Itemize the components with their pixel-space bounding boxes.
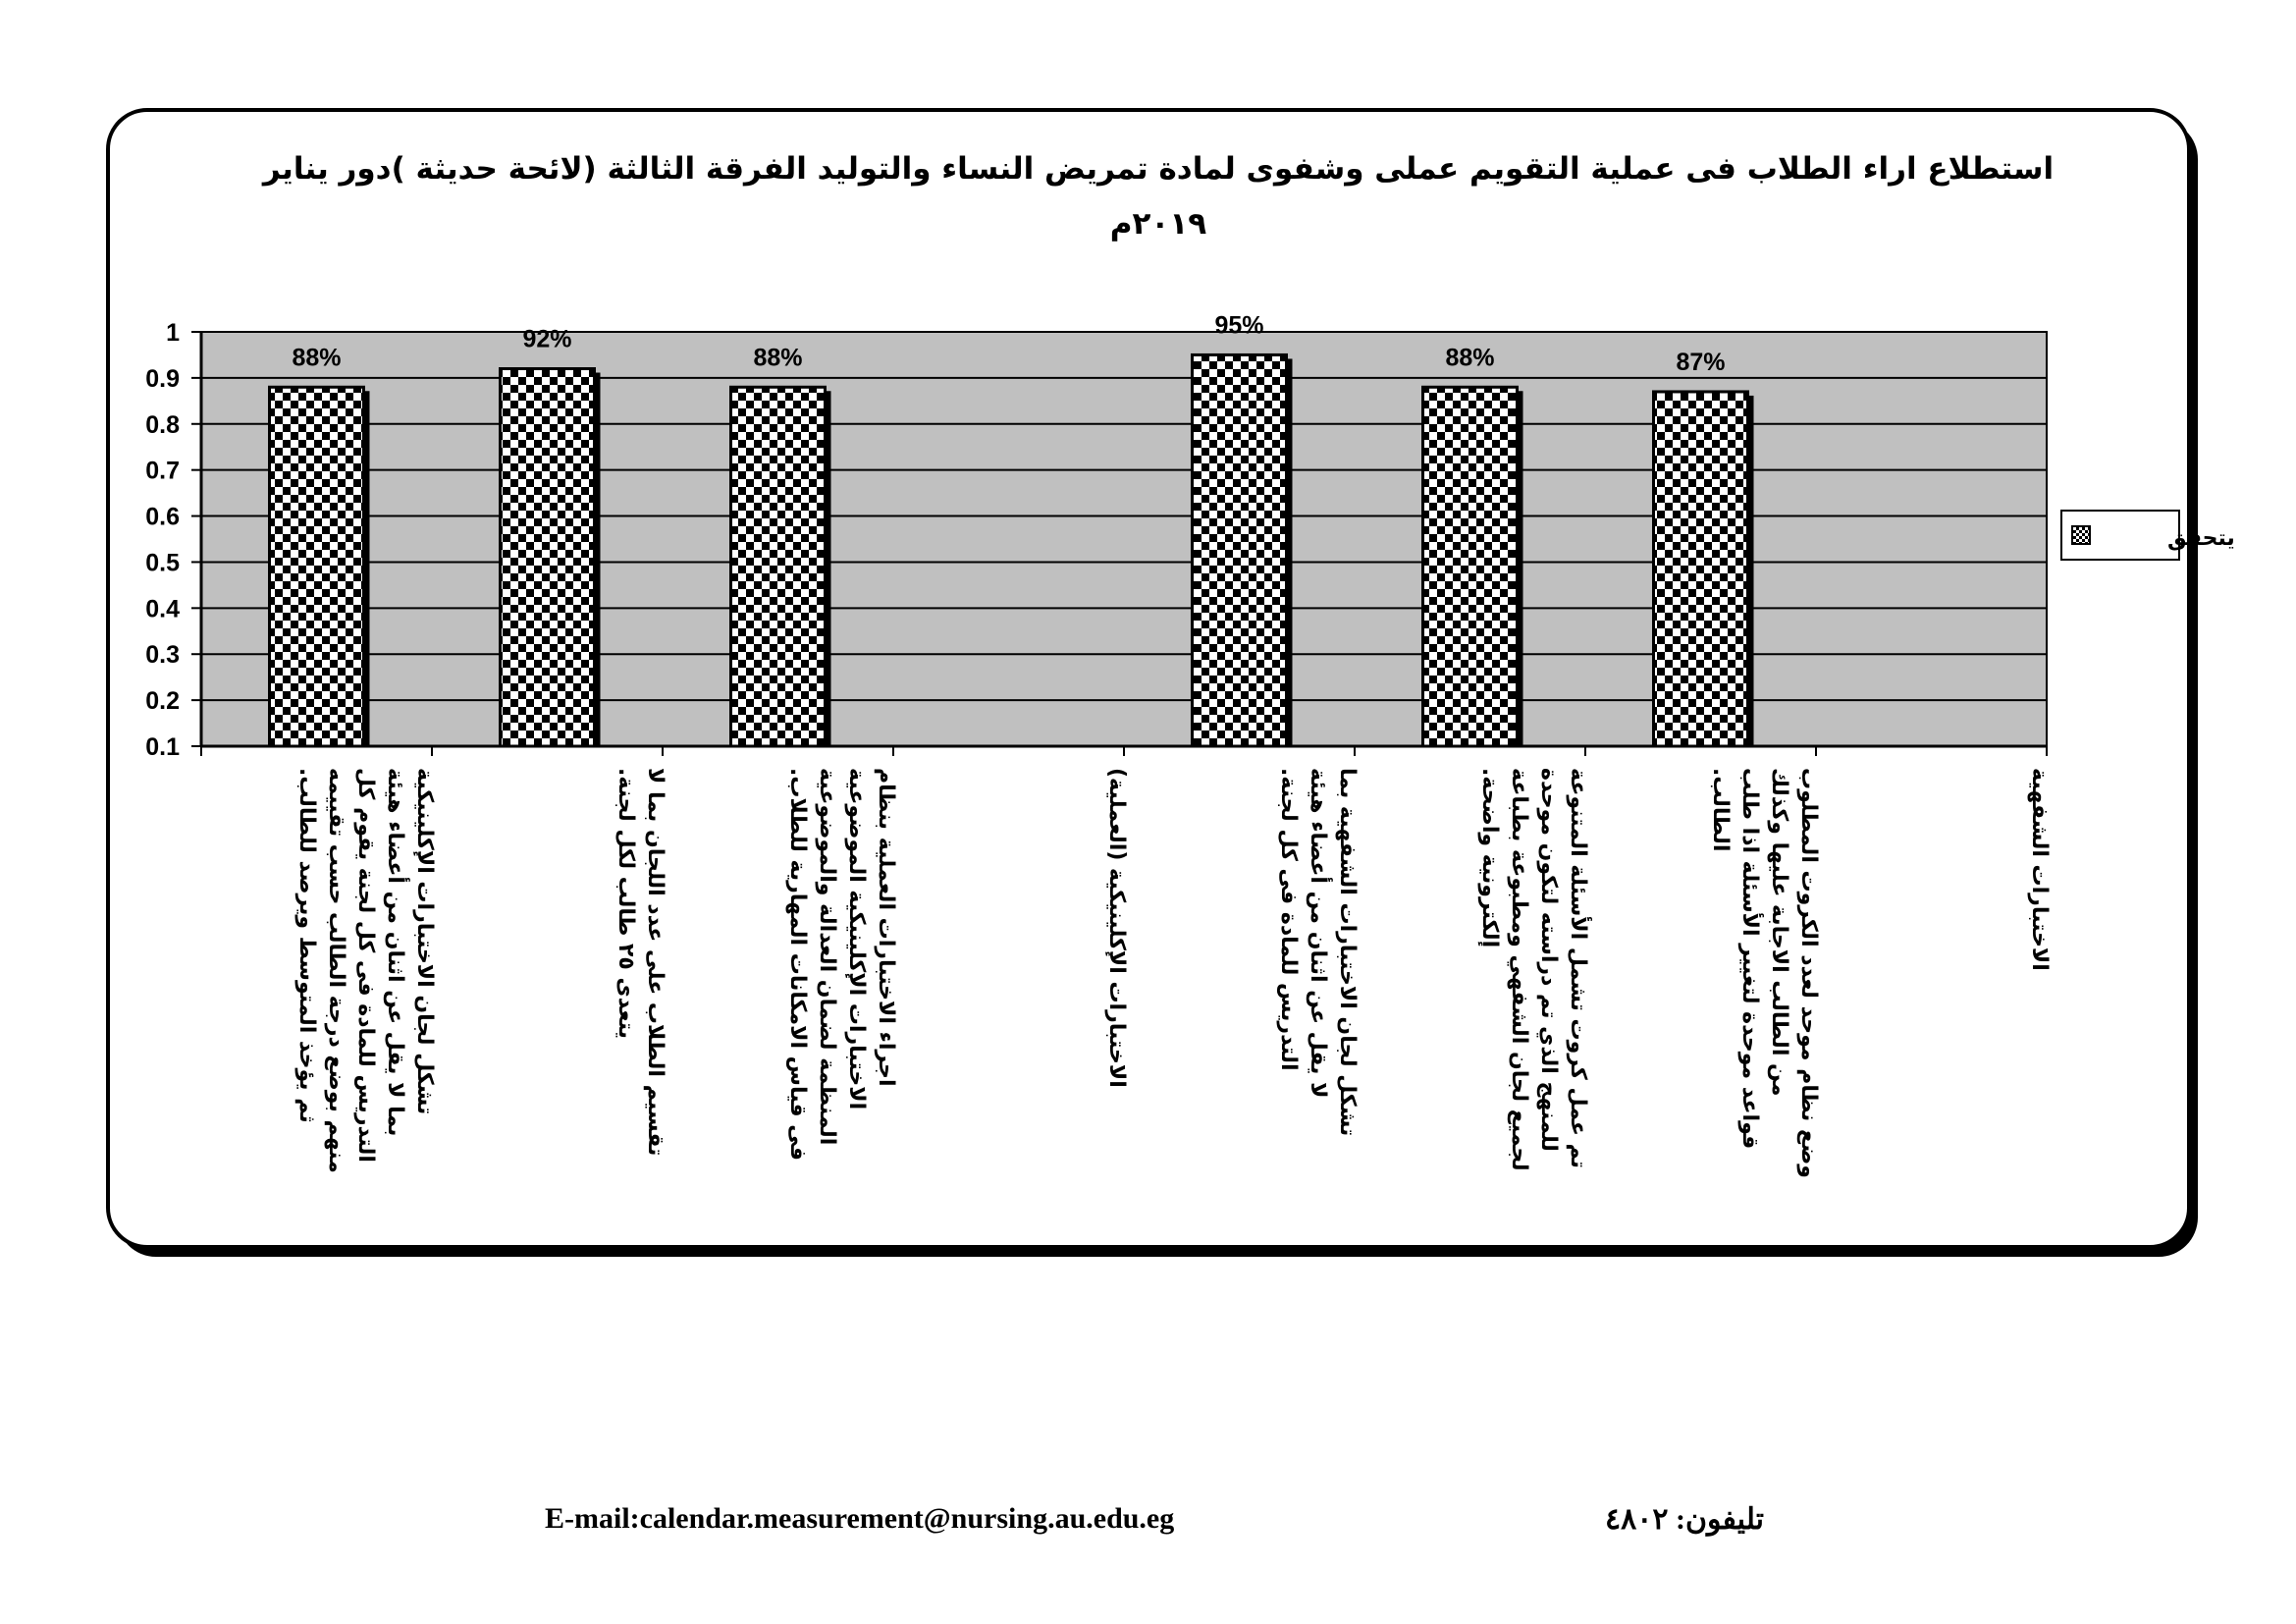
- category-label-line: وضع نظام موحد لعدد الكروت المطلوب: [1796, 768, 1821, 1178]
- bar: [270, 387, 364, 746]
- y-tick-label: 0.3: [145, 641, 180, 670]
- category-label-line: الاختبارات الشفهية: [2027, 768, 2052, 971]
- category-label-line: ثم يؤخذ المتوسط ويرصد للطالب.: [294, 768, 319, 1123]
- bar: [731, 387, 826, 746]
- category-label-line: الطالب.: [1708, 768, 1733, 852]
- y-tick-label: 0.4: [145, 595, 180, 623]
- y-tick-label: 0.9: [145, 364, 180, 393]
- bar: [1423, 387, 1518, 746]
- bar: [501, 369, 595, 746]
- y-tick-label: 0.5: [145, 549, 180, 577]
- legend-label: يتحقق: [2167, 526, 2235, 551]
- category-label-line: لا يقل عن اثنان من أعضاء هيئة: [1306, 768, 1330, 1099]
- y-tick-label: 0.2: [145, 687, 180, 716]
- plot-area: [201, 332, 2047, 746]
- category-label-line: فى قياس الامكانات المهارية للطلاب.: [785, 768, 810, 1161]
- category-label-line: إلكترونية واضحة.: [1477, 768, 1502, 948]
- y-tick-label: 0.1: [145, 733, 180, 761]
- data-label: 95%: [1214, 311, 1264, 340]
- category-label-line: من الطالب الاجابة عليها وكذلك: [1767, 768, 1791, 1097]
- category-label-line: تم عمل كروت تشمل الأسئلة المتنوعة: [1566, 768, 1590, 1169]
- category-label: [1104, 768, 1129, 1088]
- category-label-line: التدريس للمادة فى كل لجنة.: [1276, 768, 1301, 1071]
- category-label-line: اجراء الاختبارات العملية بنظام: [874, 768, 898, 1087]
- bar: [1193, 354, 1287, 746]
- footer-phone: تليفون: ٤٨٠٢: [1605, 1503, 1764, 1536]
- y-tick-label: 0.6: [145, 503, 180, 531]
- chart-title-line2: ٢٠١٩م: [1109, 206, 1207, 242]
- y-tick-label: 0.8: [145, 410, 180, 439]
- category-label-line: الاختبارات الإكلينيكية الموضوعية: [844, 768, 869, 1110]
- category-label-line: المنظمة لضمان العدالة والموضوعية: [815, 768, 839, 1146]
- y-tick-label: 0.7: [145, 457, 180, 485]
- legend: [2061, 511, 2235, 560]
- category-label-line: يتعدى ٢٥ طالب لكل لجنة.: [614, 768, 638, 1040]
- category-label-line: تقسيم الطلاب على عدد اللجان بما لا: [643, 768, 667, 1157]
- category-label-line: لجميع لجان الشفهي ومطبوعة بطباعة: [1507, 768, 1531, 1171]
- bar: [1654, 392, 1748, 746]
- data-label: 88%: [292, 344, 342, 372]
- category-label: [2027, 768, 2052, 971]
- data-label: 87%: [1676, 348, 1726, 376]
- category-label-line: التدريس للمادة فى كل لجنة يقوم كل: [353, 768, 378, 1163]
- category-label-line: للمنهج الذي تم دراسته لتكون موحدة: [1536, 768, 1561, 1152]
- legend-swatch: [2072, 526, 2090, 544]
- category-label-line: قواعد موحدة لتغيير الأسئلة اذا طلب: [1737, 768, 1762, 1150]
- category-label-line: تشكل لجان الاختبارات الإكلينيكية: [412, 768, 437, 1115]
- y-tick-label: 1: [166, 319, 180, 347]
- chart-title-line1: استطلاع اراء الطلاب فى عملية التقويم عملى وشفوى لمادة تمريض النساء والتوليد الفرقة الثالثة (لائحة حديثة )دور يناير: [262, 151, 2055, 187]
- category-label-line: منهم بوضع درجة الطالب حسب تقييمه: [324, 768, 348, 1173]
- data-label: 88%: [753, 344, 803, 372]
- data-label: 88%: [1445, 344, 1495, 372]
- category-label-line: الاختبارات الإكلينيكية (العملية): [1104, 768, 1129, 1088]
- footer-email: E-mail:calendar.measurement@nursing.au.edu.eg: [545, 1502, 1175, 1535]
- category-label-line: تشكل لجان الاختبارات الشفهية بما: [1335, 768, 1360, 1137]
- data-label: 92%: [522, 325, 572, 353]
- category-label-line: بما لا يقل عن اثنان من أعضاء هيئة: [383, 768, 407, 1137]
- category-label: [294, 768, 437, 1173]
